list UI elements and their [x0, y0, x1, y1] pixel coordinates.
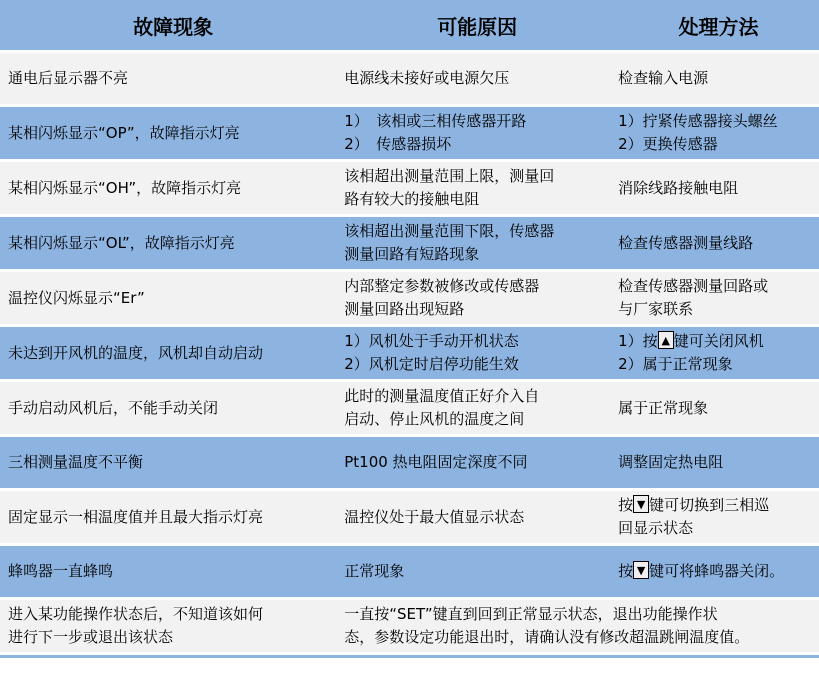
- cell-text: 某相闪烁显示“OP”，故障指示灯亮: [8, 123, 240, 142]
- cell-line: [8, 626, 334, 649]
- cell-line: [344, 353, 606, 376]
- cell-text: 检查传感器测量线路: [618, 233, 754, 252]
- table-row: [0, 437, 819, 488]
- cell-text: 按: [618, 562, 634, 580]
- cell-text: 1）按: [618, 332, 658, 350]
- cell-line: [344, 626, 815, 649]
- cell-text: 未达到开风机的温度，风机却自动启动: [8, 343, 264, 362]
- cell-text: 该相超出测量范围下限，传感器: [344, 222, 555, 240]
- cell-line: [344, 298, 606, 321]
- cell-text: 1）风机处于手动开机状态: [344, 332, 519, 350]
- cell-line: [618, 298, 815, 321]
- cell-text: 态，参数设定功能退出时，请确认没有修改超温跳闸温度值。: [344, 628, 750, 646]
- cell-text: 一直按“SET”键直到回到正常显示状态，退出功能操作状: [344, 605, 718, 623]
- cell-line: [344, 506, 606, 529]
- header-remedy: 处理方法: [678, 14, 759, 39]
- cell-text: 键可切换到三相巡: [649, 496, 770, 514]
- fault-cell: [0, 506, 338, 529]
- table-row: [0, 491, 819, 543]
- down-key-icon: ▼: [633, 561, 649, 579]
- table-row: [0, 600, 819, 652]
- cell-text: 测量回路出现短路: [344, 300, 465, 318]
- cell-line: [618, 133, 815, 156]
- cause-cell: [338, 330, 610, 376]
- cell-line: [618, 353, 815, 376]
- cell-line: [618, 517, 815, 540]
- down-key-icon: ▼: [633, 495, 649, 513]
- cell-text: 键可关闭风机: [673, 332, 764, 350]
- cell-text: 与厂家联系: [618, 300, 694, 318]
- table-header-row: [0, 0, 819, 50]
- cell-line: [8, 560, 334, 583]
- cell-text: 2）属于正常现象: [618, 355, 733, 373]
- table-row: [0, 53, 819, 104]
- fault-cell: [0, 177, 338, 200]
- cell-text: 此时的测量温度值正好介入自: [344, 387, 540, 405]
- cell-text: 2） 传感器损坏: [344, 135, 452, 153]
- table-row: [0, 217, 819, 269]
- table-row: [0, 272, 819, 324]
- cell-text: 三相测量温度不平衡: [8, 453, 144, 471]
- cell-line: [344, 243, 606, 266]
- cell-text: 该相超出测量范围上限，测量回: [344, 167, 555, 185]
- cell-text: 2）更换传感器: [618, 135, 718, 153]
- cell-line: [618, 560, 815, 583]
- cause-cell: [338, 220, 610, 266]
- fault-cell: [0, 397, 338, 420]
- remedy-cell: [610, 330, 819, 376]
- table-body: [0, 53, 819, 652]
- cell-line: [618, 177, 815, 200]
- cell-line: [344, 451, 606, 474]
- cell-line: [618, 110, 815, 133]
- cause-cell: [338, 451, 610, 474]
- cell-text: 某相闪烁显示“OL”，故障指示灯亮: [8, 233, 235, 252]
- remedy-cell: [610, 232, 819, 255]
- cell-text: 进入某功能操作状态后，不知道该如何: [8, 605, 264, 623]
- cell-line: [344, 560, 606, 583]
- cause-cell: [338, 165, 610, 211]
- table-row: [0, 546, 819, 597]
- fault-cell: [0, 342, 338, 365]
- up-key-icon: ▲: [658, 331, 674, 349]
- cell-text: 进行下一步或退出该状态: [8, 628, 174, 646]
- cell-text: 电源线未接好或电源欠压: [344, 69, 510, 87]
- fault-cell: [0, 560, 338, 583]
- cell-line: [618, 232, 815, 255]
- cell-line: [618, 330, 815, 353]
- cell-line: [618, 397, 815, 420]
- cell-line: [344, 188, 606, 211]
- cell-text: 蜂鸣器一直蜂鸣: [8, 562, 114, 580]
- cause-cell: [338, 275, 610, 321]
- cell-text: 测量回路有短路现象: [344, 245, 480, 263]
- cell-text: 路有较大的接触电阻: [344, 190, 480, 208]
- cell-text: 温控仪处于最大值显示状态: [344, 507, 525, 526]
- cell-line: [8, 67, 334, 90]
- table-row: [0, 382, 819, 434]
- cell-line: [8, 342, 334, 365]
- bottom-blue-strip: [0, 655, 819, 658]
- fault-cell: [0, 122, 338, 145]
- remedy-cell: [610, 560, 819, 583]
- cell-text: 正常现象: [344, 562, 405, 580]
- fault-cell: [0, 232, 338, 255]
- cell-text: 手动启动风机后，不能手动关闭: [8, 398, 219, 417]
- cell-text: 键可将蜂鸣器关闭。: [649, 562, 785, 580]
- remedy-cell: [610, 397, 819, 420]
- cell-line: [8, 603, 334, 626]
- cell-text: 检查输入电源: [618, 69, 709, 87]
- cause-cell: [338, 560, 610, 583]
- cell-line: [8, 287, 334, 310]
- cell-text: 按: [618, 496, 634, 514]
- cell-text: 调整固定热电阻: [618, 453, 724, 471]
- cell-line: [618, 451, 815, 474]
- cell-line: [8, 232, 334, 255]
- header-cause: 可能原因: [437, 14, 518, 39]
- cell-line: [618, 494, 815, 517]
- cell-text: 消除线路接触电阻: [618, 178, 739, 197]
- cell-text: 1）拧紧传感器接头螺丝: [618, 112, 778, 130]
- cell-text: 温控仪闪烁显示“Er”: [8, 288, 145, 307]
- cell-text: 属于正常现象: [618, 398, 709, 417]
- cell-text: 某相闪烁显示“OH”，故障指示灯亮: [8, 178, 242, 197]
- cell-line: [344, 275, 606, 298]
- table-row: [0, 327, 819, 379]
- cell-text: 内部整定参数被修改或传感器: [344, 277, 540, 295]
- cell-text: 2）风机定时启停功能生效: [344, 355, 519, 373]
- cause-cell: [338, 506, 610, 529]
- table-row: [0, 162, 819, 214]
- table-row: [0, 107, 819, 159]
- cell-line: [344, 110, 606, 133]
- cell-line: [344, 408, 606, 431]
- remedy-cell: [610, 177, 819, 200]
- cell-line: [344, 330, 606, 353]
- cell-line: [344, 603, 815, 626]
- remedy-cell: [610, 110, 819, 156]
- cell-line: [618, 275, 815, 298]
- remedy-cell: [610, 67, 819, 90]
- fault-cell: [0, 603, 338, 649]
- fault-cell: [0, 451, 338, 474]
- cell-text: 检查传感器测量回路或: [618, 277, 769, 295]
- cell-line: [8, 122, 334, 145]
- remedy-cell: [610, 275, 819, 321]
- remedy-cell: [610, 451, 819, 474]
- cause-cell: [338, 67, 610, 90]
- cell-line: [8, 177, 334, 200]
- cause-remedy-cell: [338, 603, 819, 649]
- cell-line: [344, 67, 606, 90]
- cause-cell: [338, 110, 610, 156]
- cell-text: 通电后显示器不亮: [8, 69, 129, 87]
- cell-line: [618, 67, 815, 90]
- cell-line: [8, 397, 334, 420]
- remedy-cell: [610, 494, 819, 540]
- cell-text: 1） 该相或三相传感器开路: [344, 112, 527, 130]
- cell-text: 回显示状态: [618, 519, 694, 537]
- fault-cell: [0, 287, 338, 310]
- cell-line: [8, 451, 334, 474]
- header-fault: 故障现象: [133, 14, 214, 39]
- cell-line: [8, 506, 334, 529]
- cause-cell: [338, 385, 610, 431]
- fault-cell: [0, 67, 338, 90]
- cell-line: [344, 133, 606, 156]
- cell-line: [344, 165, 606, 188]
- cell-line: [344, 220, 606, 243]
- cell-line: [344, 385, 606, 408]
- cell-text: 固定显示一相温度值并且最大指示灯亮: [8, 507, 264, 526]
- cell-text: Pt100 热电阻固定深度不同: [344, 453, 528, 471]
- cell-text: 启动、停止风机的温度之间: [344, 410, 525, 428]
